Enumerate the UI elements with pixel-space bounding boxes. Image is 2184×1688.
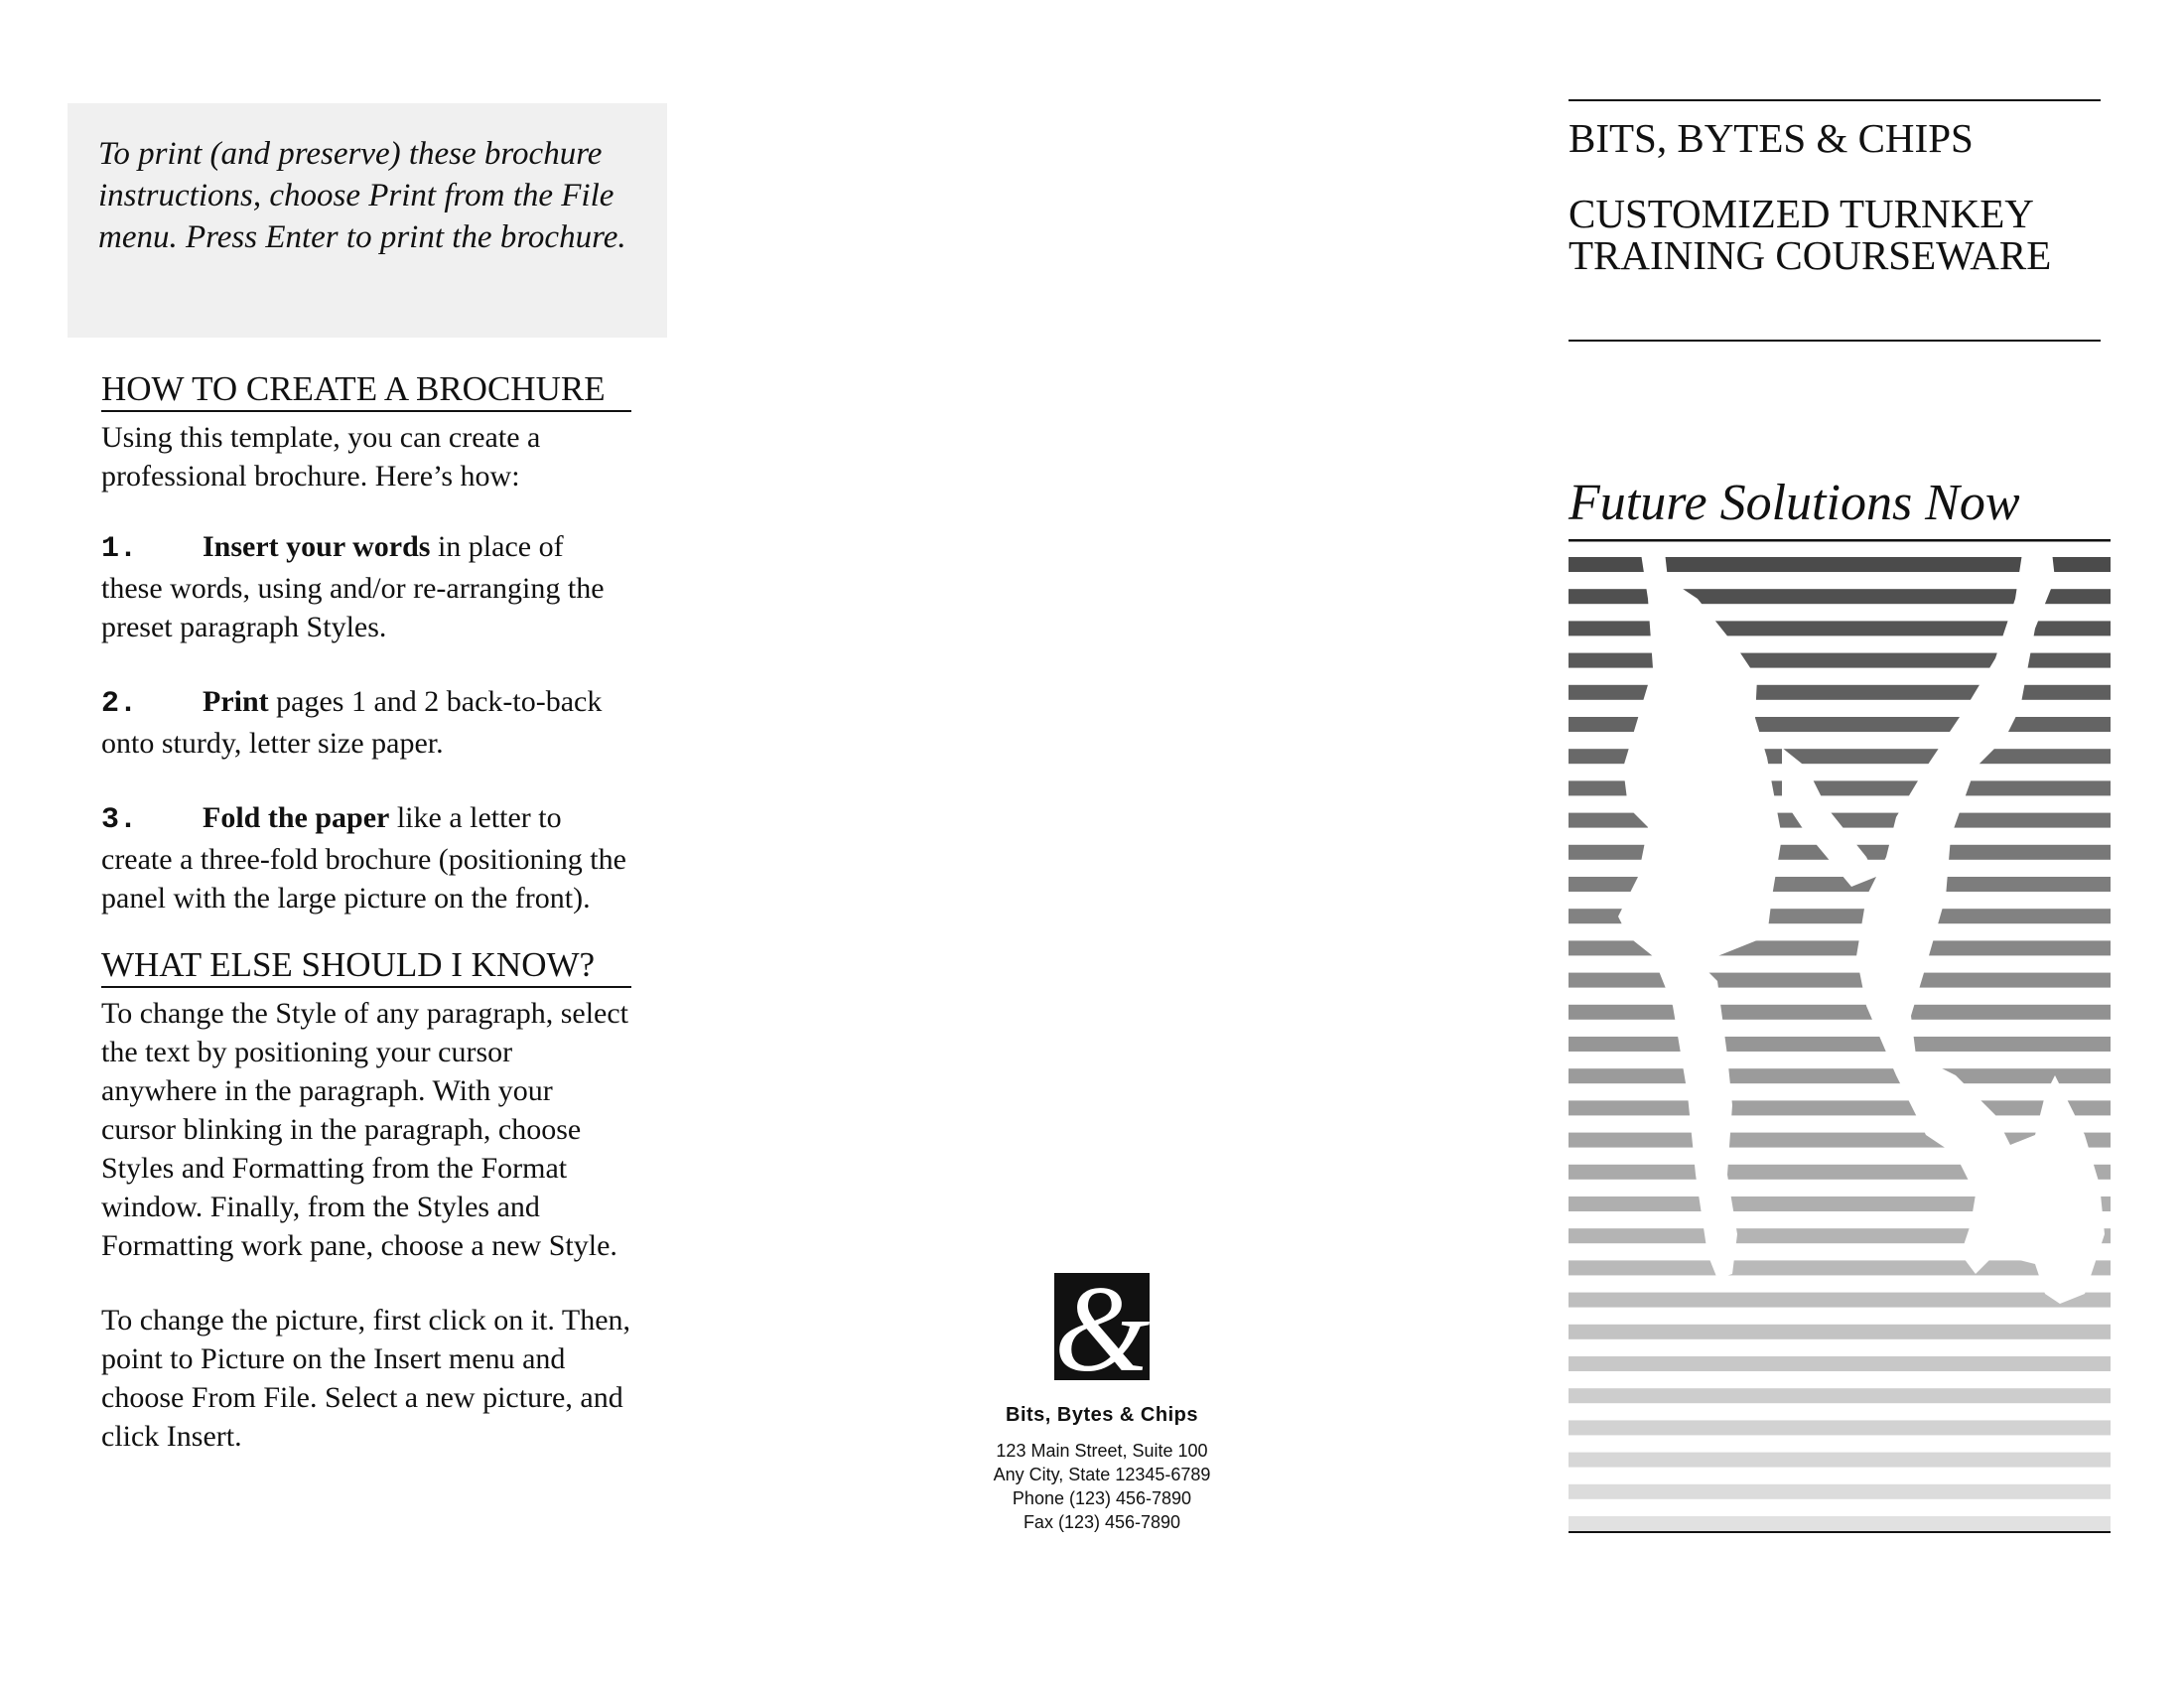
step-text: pages 1 and 2 back-to-back onto sturdy, letter size paper. bbox=[101, 685, 603, 760]
picture-stripe bbox=[1569, 1100, 2111, 1115]
step-lead: Print bbox=[203, 685, 269, 718]
step-lead: Fold the paper bbox=[203, 801, 390, 834]
ampersand-logo-icon bbox=[1054, 1273, 1150, 1380]
picture-stripe bbox=[1569, 653, 2111, 668]
cover-tagline: Future Solutions Now bbox=[1569, 475, 2020, 531]
picture-stripe bbox=[1569, 1228, 2111, 1243]
picture-stripe bbox=[1569, 1165, 2111, 1180]
style-change-text: To change the Style of any paragraph, select the text by positioning your cursor anywhere in the paragraph. With your cursor blinking in the paragraph, choose Styles and Formatting from the Format window. Finally, from the Styles and Formatting work pane, choose a new Style. bbox=[101, 997, 629, 1262]
picture-stripe bbox=[1569, 909, 2111, 923]
picture-stripe bbox=[1569, 940, 2111, 955]
picture-stripe bbox=[1569, 813, 2111, 828]
steps-list bbox=[101, 527, 631, 917]
picture-stripe bbox=[1569, 973, 2111, 988]
picture-stripe bbox=[1569, 589, 2111, 604]
logo-glyph: & bbox=[1054, 1273, 1150, 1380]
section-intro-text: Using this template, you can create a professional brochure. Here’s how: bbox=[101, 421, 541, 492]
phone-number: Phone (123) 456-7890 bbox=[1012, 1488, 1192, 1508]
step-number: 1. bbox=[101, 532, 138, 566]
picture-stripe bbox=[1569, 1037, 2111, 1052]
print-note-text: To print (and preserve) these brochure instructions, choose Print from the File menu. Press Enter to print the brochure. bbox=[98, 136, 626, 255]
picture-stripe bbox=[1569, 877, 2111, 892]
picture-stripe bbox=[1569, 685, 2111, 700]
company-name: Bits, Bytes & Chips bbox=[1006, 1404, 1198, 1426]
step-lead: Insert your words bbox=[203, 530, 431, 563]
instructions-content bbox=[68, 371, 631, 1456]
cover-company-title: BITS, BYTES & CHIPS bbox=[1569, 115, 1974, 161]
picture-stripe bbox=[1569, 557, 2111, 572]
step-item bbox=[101, 798, 631, 917]
cover-subtitle: CUSTOMIZED TURNKEY TRAINING COURSEWARE bbox=[1569, 191, 2052, 278]
picture-stripe bbox=[1569, 1356, 2111, 1371]
title-bottom-rule bbox=[1569, 340, 2101, 342]
step-item bbox=[101, 682, 631, 763]
picture-change-text: To change the picture, first click on it. Then, point to Picture on the Insert menu and choose From File. Select a new picture, and click Insert. bbox=[101, 1304, 631, 1453]
picture-stripe bbox=[1569, 717, 2111, 732]
picture-stripe bbox=[1569, 1196, 2111, 1211]
print-note-box bbox=[68, 103, 667, 338]
picture-stripe bbox=[1569, 621, 2111, 635]
picture-stripe bbox=[1569, 1388, 2111, 1403]
picture-stripe bbox=[1569, 1293, 2111, 1308]
picture-stripe bbox=[1569, 1516, 2111, 1531]
top-rule bbox=[1569, 99, 2101, 101]
cover-panel bbox=[1569, 99, 2111, 342]
section-title-what-else: WHAT ELSE SHOULD I KNOW? bbox=[101, 947, 631, 988]
address-line-2: Any City, State 12345-6789 bbox=[993, 1465, 1211, 1484]
stripe-pattern bbox=[1569, 557, 2111, 1531]
picture-stripe bbox=[1569, 1325, 2111, 1339]
step-number: 2. bbox=[101, 687, 138, 721]
picture-stripe bbox=[1569, 845, 2111, 860]
picture-stripe bbox=[1569, 749, 2111, 764]
picture-stripe bbox=[1569, 1260, 2111, 1275]
address-line-1: 123 Main Street, Suite 100 bbox=[996, 1441, 1208, 1461]
section-title-how-to-create: HOW TO CREATE A BROCHURE bbox=[101, 371, 631, 412]
picture-stripe bbox=[1569, 1068, 2111, 1083]
step-item bbox=[101, 527, 631, 646]
step-text: like a letter to create a three-fold brochure (positioning the panel with the large picture on the front). bbox=[101, 801, 626, 914]
step-number: 3. bbox=[101, 803, 138, 837]
fax-number: Fax (123) 456-7890 bbox=[1023, 1512, 1181, 1532]
striped-silhouette-picture-icon[interactable] bbox=[1569, 539, 2111, 1534]
company-logo-block bbox=[953, 1273, 1251, 1534]
company-address bbox=[953, 1439, 1251, 1534]
instructions-panel bbox=[68, 103, 667, 1456]
picture-stripe bbox=[1569, 780, 2111, 795]
step-text: in place of these words, using and/or re-arranging the preset paragraph Styles. bbox=[101, 530, 605, 643]
picture-stripe bbox=[1569, 1453, 2111, 1468]
picture-stripe bbox=[1569, 1133, 2111, 1148]
picture-stripe bbox=[1569, 1484, 2111, 1499]
picture-stripe bbox=[1569, 1005, 2111, 1020]
picture-stripe bbox=[1569, 1420, 2111, 1435]
